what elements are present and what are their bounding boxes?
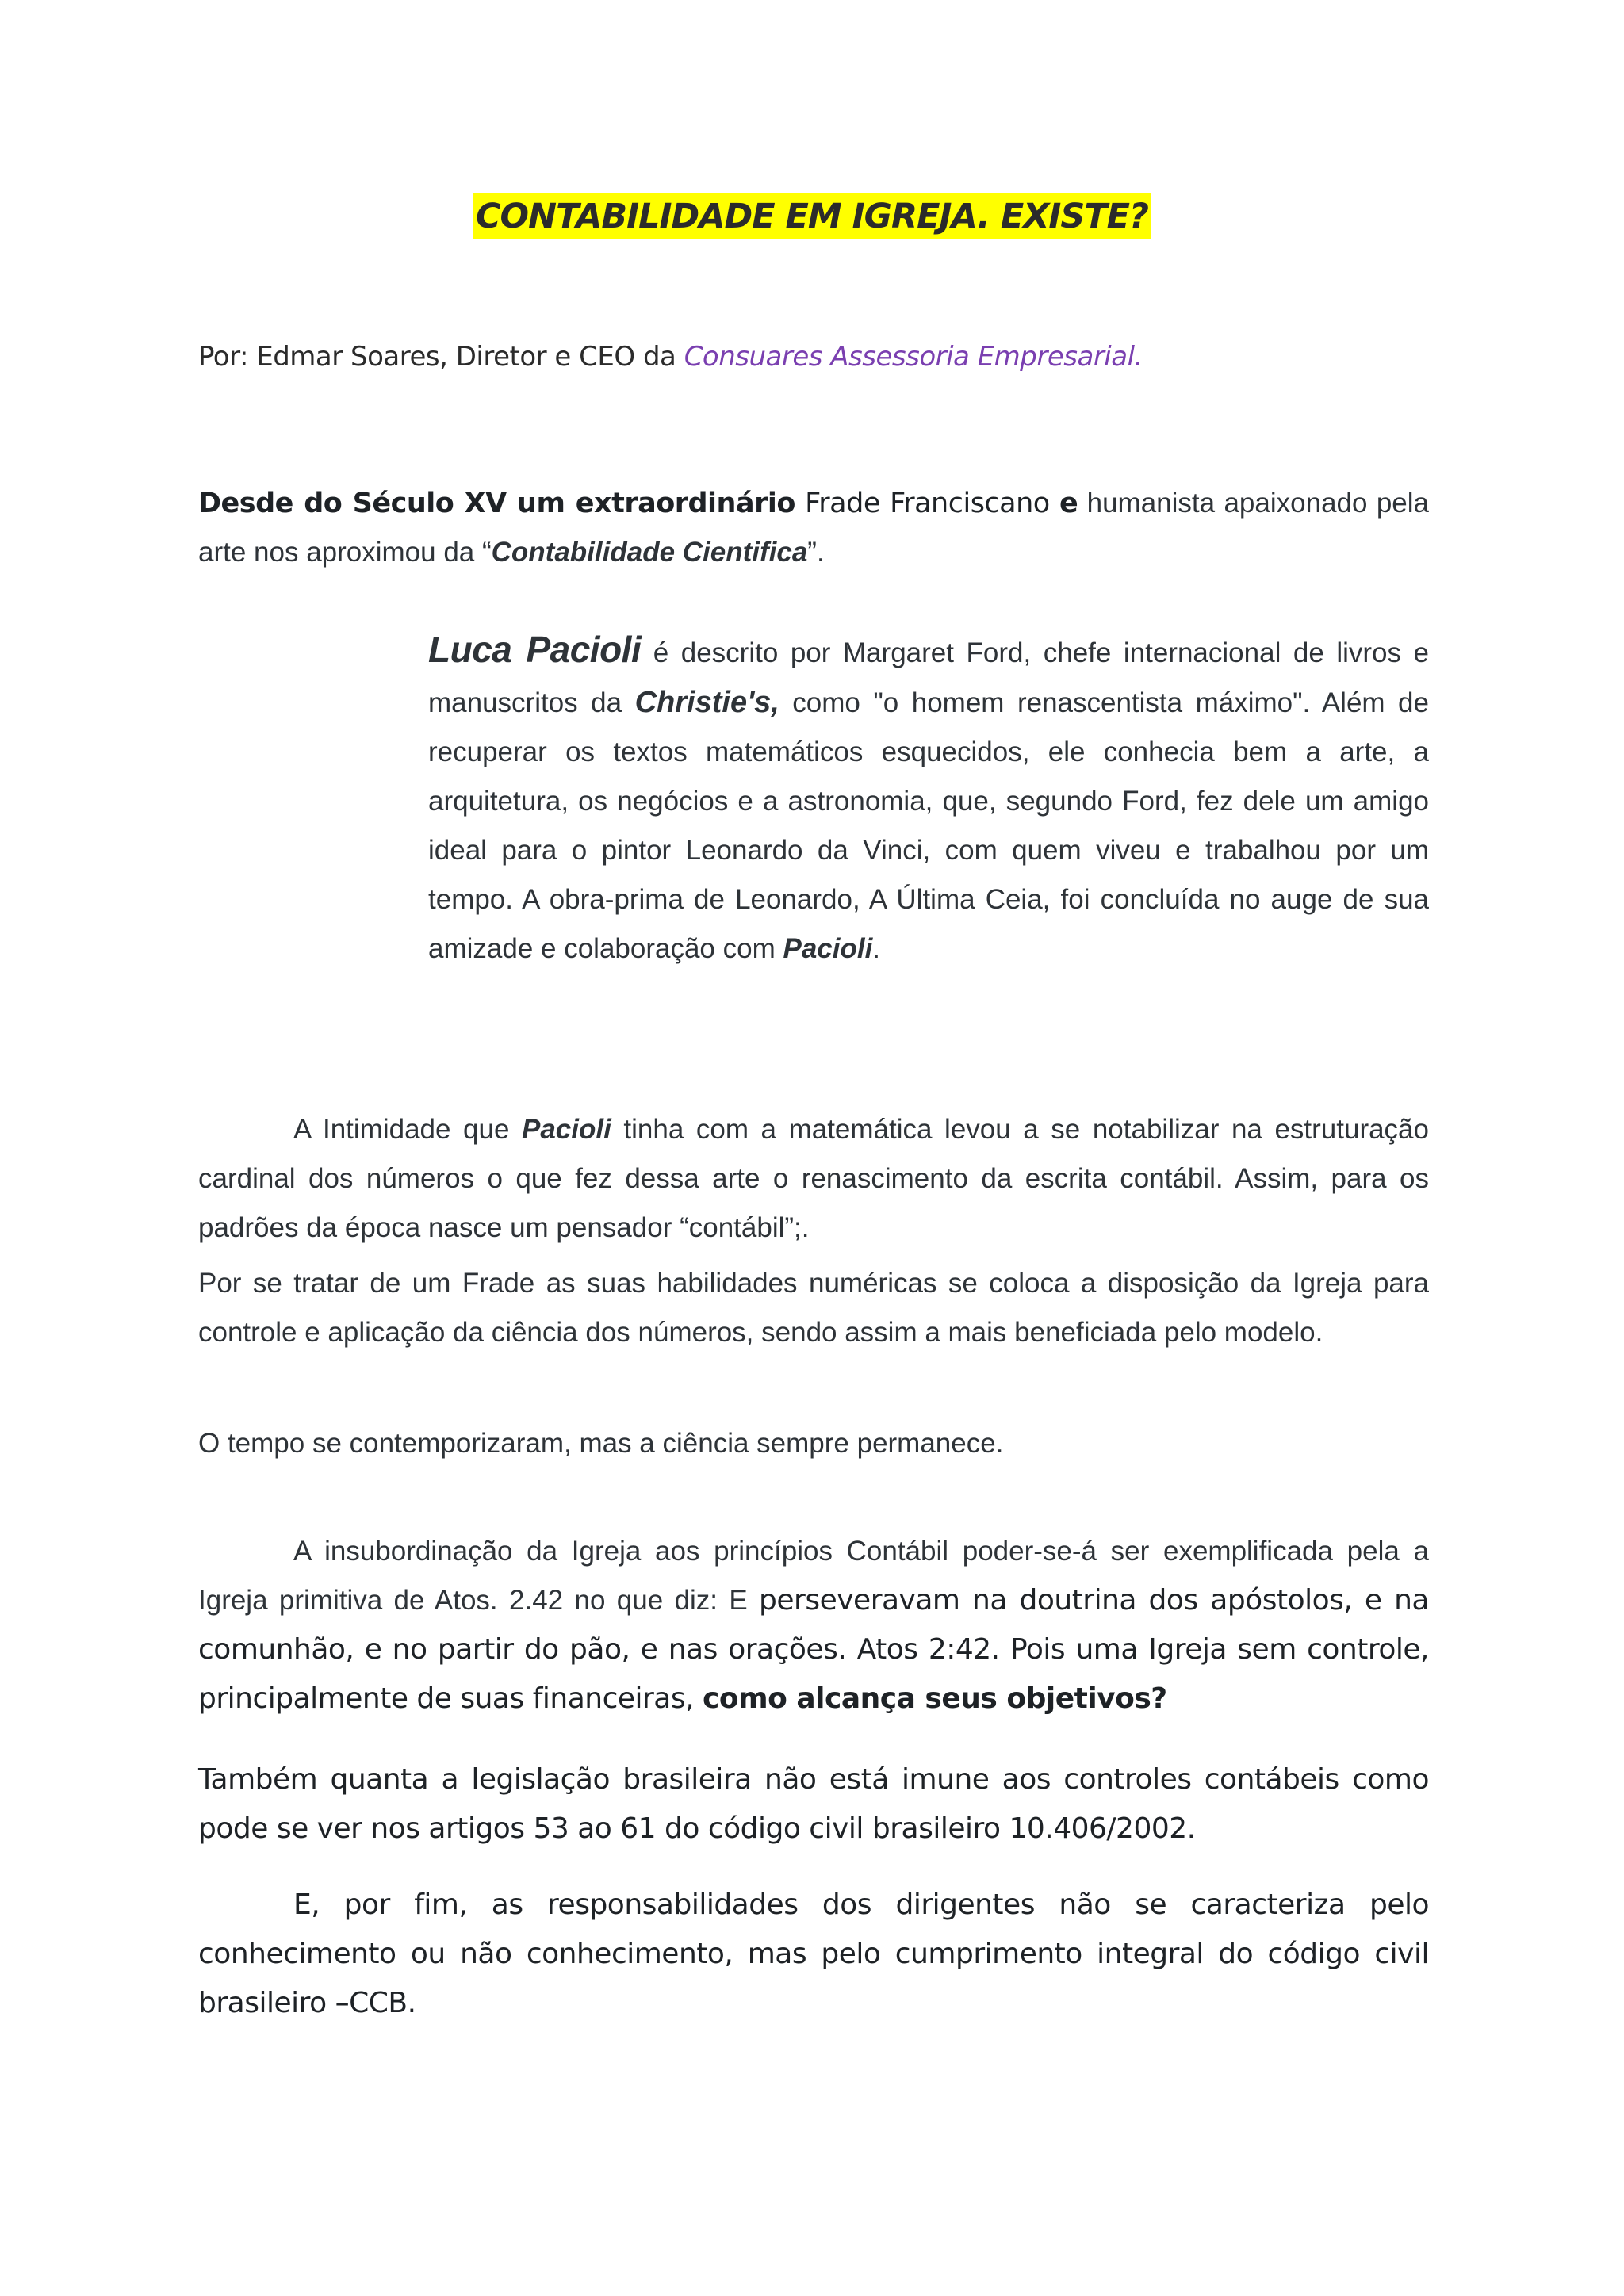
insub-text-2: perseveravam na doutrina dos apóstolos, e na comunhão, e no partir do pão, e nas orações. Atos 2:42. Pois uma Igreja sem controle, principalmente de suas financeiras,	[198, 1584, 1429, 1715]
byline-company: Consuares Assessoria Empresarial.	[684, 341, 1143, 373]
intro-bold-2: e	[1059, 488, 1078, 519]
quote-text-1: é descrito por Margaret Ford, chefe internacional de livros e manuscritos da	[428, 637, 1429, 718]
quote-pacioli: Pacioli	[783, 933, 873, 964]
insub-bold: como alcança seus objetivos?	[703, 1682, 1167, 1715]
quote-christies: Christie's,	[634, 686, 779, 719]
intimidade-text-1: A Intimidade que	[293, 1114, 522, 1145]
byline-prefix: Por: Edmar Soares, Diretor e CEO da	[198, 341, 684, 373]
paragraph-insubordinacao	[198, 1527, 1429, 1724]
quote-end: .	[872, 933, 881, 964]
intro-text-3: ”.	[807, 537, 825, 568]
paragraph-frade: Por se tratar de um Frade as suas habilidades numéricas se coloca a disposição da Igreja para controle e aplicação da ciência dos números, sendo assim a mais beneficiada pelo modelo.	[198, 1268, 1429, 1348]
paragraph-legislacao: Também quanta a legislação brasileira não está imune aos controles contábeis como pode se ver nos artigos 53 ao 61 do código civil brasileiro 10.406/2002.	[198, 1763, 1429, 1845]
quote-text-2: como "o homem renascentista máximo". Além de recuperar os textos matemáticos esquecidos, ele conhecia bem a arte, a arquitetura, os negócios e a astronomia, que, segundo Ford, fez dele um amigo ideal para o pintor Leonardo da Vinci, com quem viveu e trabalhou por um tempo. A obra-prima de Leonardo, A Última Ceia, foi concluída no auge de sua amizade e colaboração com	[428, 687, 1429, 964]
intro-emphasis: Contabilidade Cientifica	[491, 537, 808, 568]
paragraph-tempo: O tempo se contemporizaram, mas a ciência sempre permanece.	[198, 1428, 1004, 1459]
quote-name: Luca Pacioli	[428, 629, 642, 670]
page-title	[0, 197, 1624, 236]
intimidade-text-2: tinha com a matemática levou a se notabilizar na estruturação cardinal dos números o que fez dessa arte o renascimento da escrita contábil. Assim, para os padrões da época nasce um pensador “contábil”;.	[198, 1114, 1429, 1243]
byline	[198, 341, 1143, 373]
insub-text-1: A insubordinação da Igreja aos princípios Contábil poder-se-á ser exemplificada pela a Igreja primitiva de Atos. 2.42 no que diz: E	[198, 1536, 1429, 1616]
title-highlight: CONTABILIDADE EM IGREJA. EXISTE?	[473, 193, 1151, 239]
intimidade-pacioli: Pacioli	[522, 1114, 611, 1145]
paragraph-fim: E, por fim, as responsabilidades dos dirigentes não se caracteriza pelo conhecimento ou não conhecimento, mas pelo cumprimento integral do código civil brasileiro –CCB.	[198, 1888, 1429, 2019]
intro-bold-1: Desde do Século XV um extraordinário	[198, 488, 795, 519]
intro-paragraph	[198, 479, 1429, 577]
intro-text-1: Frade Franciscano	[795, 488, 1059, 519]
paragraph-intimidade	[198, 1105, 1429, 1253]
intro-text-2: humanista apaixonado pela arte nos aproximou da “	[198, 488, 1430, 568]
pacioli-quote-block	[428, 625, 1429, 974]
